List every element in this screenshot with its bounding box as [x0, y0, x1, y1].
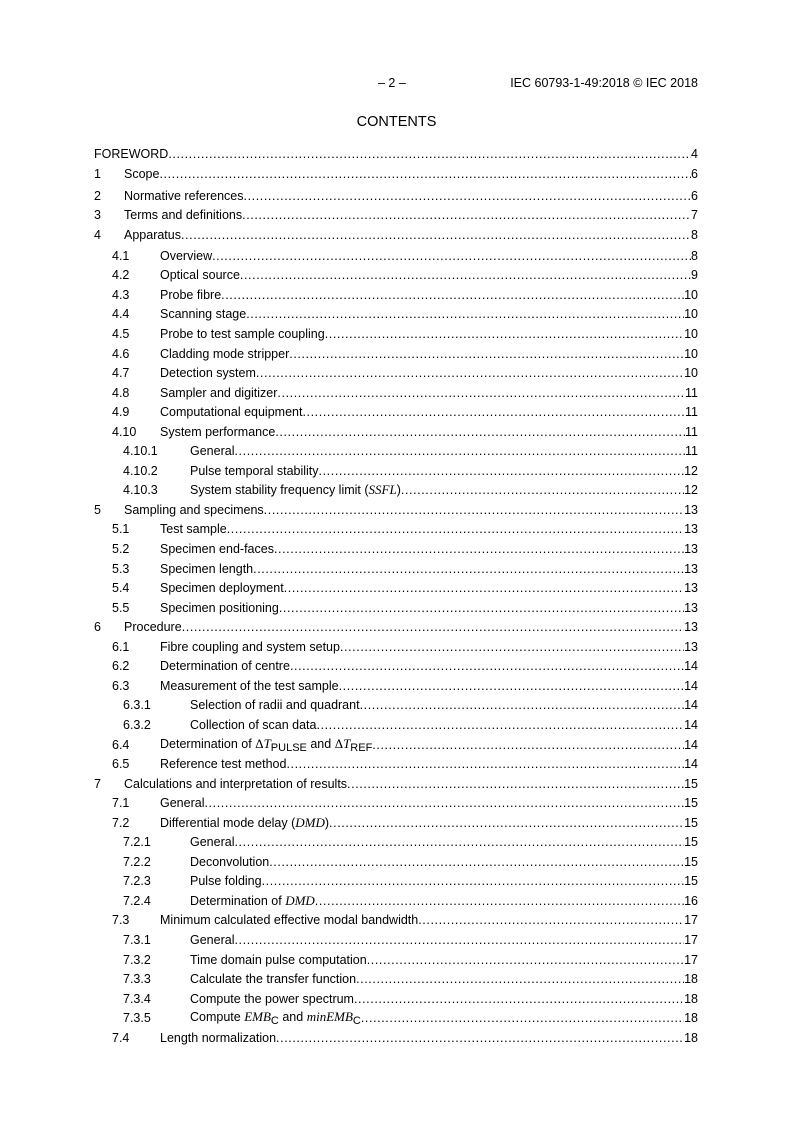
toc-title-text: Procedure: [124, 620, 182, 635]
toc-entry[interactable]: [94, 872, 698, 889]
toc-entry-number: 7.2.4: [123, 893, 151, 908]
toc-entry[interactable]: [94, 833, 698, 850]
toc-entry[interactable]: [94, 990, 698, 1007]
toc-entry[interactable]: [94, 520, 698, 537]
toc-leader-dots: [256, 366, 684, 381]
toc-title-italic: SSFL: [368, 482, 397, 498]
toc-leader-dots: [347, 777, 684, 792]
toc-title-text: System stability frequency limit (: [190, 483, 369, 498]
toc-entry-title: [124, 167, 159, 182]
toc-title-text: Specimen deployment: [160, 581, 284, 596]
toc-title-text: Scope: [124, 166, 160, 181]
toc-title-text: Pulse temporal stability: [190, 463, 319, 478]
toc-leader-dots: [319, 464, 685, 479]
toc-title-text: Calculations and interpretation of results: [124, 776, 348, 791]
toc-leader-dots: [234, 444, 685, 459]
toc-entry-page: 18: [684, 1030, 698, 1045]
toc-entry-page: 8: [691, 248, 698, 263]
toc-title-text-after: ): [396, 483, 401, 498]
toc-entry[interactable]: [94, 501, 698, 518]
toc-entry[interactable]: [94, 794, 698, 811]
toc-leader-dots: [182, 620, 684, 635]
toc-leader-dots: [277, 386, 685, 401]
toc-entry-page: 10: [684, 346, 698, 361]
toc-entry-title: [190, 855, 269, 870]
toc-entry-title: [160, 366, 256, 381]
toc-title-text: Length normalization: [160, 1030, 277, 1045]
toc-entry-title: [160, 542, 274, 557]
toc-title-text: Collection of scan data: [190, 717, 317, 732]
toc-entry-title: [124, 228, 181, 243]
toc-title-text-mid: and: [278, 1010, 307, 1025]
toc-entry-number: 4.10.1: [123, 444, 158, 459]
page-title: CONTENTS: [356, 114, 437, 130]
toc-entry[interactable]: [94, 286, 698, 303]
toc-entry-title: [160, 562, 253, 577]
toc-title-italic: DMD: [285, 892, 315, 908]
toc-entry-title: [160, 601, 279, 616]
toc-entry-page: 15: [684, 835, 698, 850]
toc-entry-number: 4.6: [112, 346, 130, 361]
toc-title-text: Deconvolution: [190, 854, 270, 869]
toc-entry[interactable]: [94, 345, 698, 362]
toc-leader-dots: [212, 249, 691, 264]
toc-entry-number: 3: [94, 208, 101, 223]
toc-title-text: Determination of: [160, 736, 256, 751]
toc-title-text: Calculate the transfer function: [190, 972, 357, 987]
toc-title-italic: DMD: [295, 814, 325, 830]
toc-leader-dots: [372, 738, 684, 753]
toc-entry-title: [160, 796, 204, 811]
toc-entry-number: 4.10: [112, 424, 137, 439]
toc-leader-dots: [234, 933, 684, 948]
toc-leader-dots: [361, 1011, 684, 1026]
toc-leader-dots: [227, 522, 684, 537]
toc-entry-title: [190, 1009, 361, 1026]
toc-entry-title: [160, 1031, 276, 1046]
toc-entry-title: [160, 249, 212, 264]
toc-title-text: Sampler and digitizer: [160, 385, 278, 400]
toc-leader-dots: [234, 835, 684, 850]
toc-title-subscript: C: [270, 1015, 279, 1028]
toc-entry[interactable]: [94, 677, 698, 694]
toc-title-text: Detection system: [160, 366, 256, 381]
toc-title-italic: T: [263, 735, 271, 751]
delta-symbol: Δ: [255, 735, 264, 751]
toc-entry-page: 15: [684, 776, 698, 791]
toc-leader-dots: [253, 562, 684, 577]
toc-entry[interactable]: [94, 462, 698, 479]
toc-title-text: Determination of centre: [160, 659, 290, 674]
toc-title-text: FOREWORD: [94, 147, 169, 161]
document-reference: IEC 60793-1-49:2018 © IEC 2018: [510, 76, 698, 90]
toc-entry-number: 5.4: [112, 581, 130, 596]
toc-leader-dots: [264, 503, 684, 518]
toc-entry-title: [190, 874, 262, 889]
toc-title-text: Cladding mode stripper: [160, 346, 290, 361]
toc-entry-number: 4.3: [112, 287, 130, 302]
toc-entry-title: [190, 464, 319, 479]
toc-entry-title: [160, 288, 221, 303]
toc-entry-page: 16: [684, 893, 698, 908]
toc-entry-number: 4.2: [112, 268, 130, 283]
toc-entry-page: 13: [684, 502, 698, 517]
toc-title-text: Compute the power spectrum: [190, 991, 354, 1006]
toc-leader-dots: [289, 347, 684, 362]
toc-leader-dots: [302, 405, 685, 420]
toc-title-text: Apparatus: [124, 227, 181, 242]
toc-entry-title: [190, 835, 234, 850]
toc-entry-number: 7.2.3: [123, 874, 151, 889]
toc-entry-page: 10: [684, 307, 698, 322]
toc-entry-number: 7.3.1: [123, 933, 151, 947]
toc-entry-page: 11: [685, 405, 698, 420]
toc-leader-dots: [367, 953, 684, 968]
toc-entry-number: 6.5: [112, 757, 130, 772]
toc-entry[interactable]: [94, 853, 698, 870]
toc-leader-dots: [279, 601, 684, 616]
toc-entry-title: [190, 933, 234, 948]
toc-entry-page: 13: [684, 620, 698, 635]
toc-entry-number: 7.3.5: [123, 1011, 151, 1026]
toc-entry[interactable]: [94, 442, 698, 459]
toc-entry[interactable]: [94, 560, 698, 577]
toc-entry[interactable]: [94, 1029, 698, 1046]
toc-entry-number: 7: [94, 776, 101, 791]
toc-entry-title: [190, 698, 360, 713]
toc-entry-title: [160, 268, 240, 283]
toc-leader-dots: [286, 757, 684, 772]
toc-entry-title: [160, 581, 284, 596]
toc-entry[interactable]: [94, 970, 698, 987]
toc-entry-number: 7.4: [112, 1030, 130, 1045]
toc-title-text: Minimum calculated effective modal bandwidth: [160, 913, 419, 928]
toc-entry-page: 14: [684, 698, 698, 713]
toc-leader-dots: [275, 425, 685, 440]
toc-entry-title: [160, 425, 275, 440]
toc-entry-title: [190, 482, 401, 498]
toc-entry-page: 13: [684, 522, 698, 537]
toc-entry[interactable]: [94, 206, 698, 223]
toc-title-text: Time domain pulse computation: [190, 952, 367, 967]
toc-title-text: Specimen end-faces: [160, 542, 274, 556]
toc-title-text: Test sample: [160, 522, 227, 537]
toc-entry-page: 12: [684, 483, 698, 498]
toc-leader-dots: [262, 874, 685, 889]
toc-title-text: Compute: [190, 1010, 245, 1025]
toc-entry-title: [124, 208, 242, 223]
toc-entry-number: 6.4: [112, 737, 130, 752]
toc-leader-dots: [339, 679, 685, 694]
toc-entry-number: 5: [94, 502, 101, 517]
toc-entry-page: 18: [684, 1011, 698, 1026]
toc-entry-page: 8: [691, 227, 698, 242]
toc-entry-title: [160, 522, 227, 537]
toc-entry-title: [190, 972, 356, 987]
toc-leader-dots: [290, 659, 684, 674]
toc-entry-number: 2: [94, 188, 101, 203]
toc-entry[interactable]: [94, 951, 698, 968]
toc-entry-title: [160, 736, 372, 753]
toc-title-text: Probe fibre: [160, 287, 222, 302]
toc-entry-title: [190, 444, 234, 459]
delta-symbol: Δ: [334, 735, 344, 751]
toc-entry-page: 18: [684, 991, 698, 1006]
toc-entry-title: [160, 640, 340, 655]
toc-leader-dots: [340, 640, 684, 655]
toc-title-italic: EMB: [244, 1009, 271, 1025]
toc-entry-title: [160, 757, 286, 772]
toc-entry-number: 7.3.4: [123, 991, 151, 1006]
toc-title-text: Probe to test sample coupling: [160, 326, 325, 341]
toc-entry-page: 15: [684, 854, 698, 869]
toc-entry-page: 15: [684, 815, 698, 830]
toc-title-italic: T: [343, 735, 351, 751]
toc-entry-page: 7: [691, 208, 698, 223]
toc-entry-page: 4: [691, 147, 698, 161]
toc-entry[interactable]: [94, 364, 698, 381]
toc-title-italic: minEMB: [306, 1009, 353, 1025]
toc-title-text: Pulse folding: [190, 874, 262, 889]
toc-leader-dots: [244, 189, 692, 204]
toc-entry-number: 6.2: [112, 659, 130, 674]
toc-title-text: Optical source: [160, 268, 240, 283]
toc-entry-title: [190, 992, 354, 1007]
toc-entry[interactable]: [94, 540, 698, 557]
toc-entry-number: 4.10.3: [123, 483, 158, 498]
toc-entry-title: [160, 327, 325, 342]
toc-entry[interactable]: [94, 618, 698, 635]
toc-entry-title: [94, 147, 168, 162]
toc-entry-page: 17: [684, 952, 698, 967]
toc-entry-number: 7.3.3: [123, 972, 151, 987]
toc-entry[interactable]: [94, 931, 698, 948]
toc-entry-page: 11: [685, 444, 698, 459]
toc-leader-dots: [316, 718, 684, 733]
toc-entry-page: 12: [684, 463, 698, 478]
toc-entry-page: 9: [691, 268, 698, 283]
toc-entry[interactable]: [94, 481, 698, 498]
toc-title-text: General: [160, 796, 205, 811]
toc-title-text: Reference test method: [160, 757, 287, 772]
toc-entry[interactable]: [94, 266, 698, 283]
toc-leader-dots: [246, 307, 684, 322]
toc-leader-dots: [181, 228, 691, 243]
toc-entry[interactable]: [94, 755, 698, 772]
toc-entry-number: 6: [94, 620, 101, 635]
toc-entry-page: 14: [684, 659, 698, 674]
toc-entry-title: [190, 953, 367, 968]
toc-leader-dots: [315, 894, 684, 909]
toc-title-text: Measurement of the test sample: [160, 678, 339, 693]
toc-leader-dots: [325, 327, 684, 342]
toc-entry-title: [124, 189, 244, 204]
toc-entry-number: 4.4: [112, 307, 130, 322]
toc-entry[interactable]: [94, 638, 698, 655]
toc-entry-title: [160, 307, 246, 322]
toc-entry-number: 4: [94, 227, 101, 242]
toc-entry-page: 15: [684, 796, 698, 811]
toc-entry-number: 6.3.1: [123, 698, 151, 713]
toc-entry-title: [160, 405, 302, 420]
toc-leader-dots: [168, 147, 691, 162]
toc-entry-title: [160, 386, 277, 401]
toc-entry[interactable]: [94, 911, 698, 928]
toc-entry-number: 4.1: [112, 248, 130, 263]
toc-entry-number: 4.5: [112, 326, 130, 341]
toc-leader-dots: [329, 816, 684, 831]
toc-entry-number: 5.5: [112, 600, 130, 615]
toc-title-text: Terms and definitions: [124, 208, 243, 223]
toc-title-text: Scanning stage: [160, 307, 247, 322]
toc-entry-number: 7.2.1: [123, 835, 151, 850]
toc-entry-page: 10: [684, 326, 698, 341]
toc-entry-number: 4.7: [112, 366, 130, 381]
toc-entry-page: 17: [684, 933, 698, 947]
toc-entry-number: 4.8: [112, 385, 130, 400]
toc-entry[interactable]: [94, 247, 698, 264]
toc-title-text: General: [190, 933, 235, 947]
toc-entry[interactable]: [94, 579, 698, 596]
toc-entry-number: 6.3.2: [123, 717, 151, 732]
toc-leader-dots: [269, 855, 684, 870]
toc-title-text-mid: and: [306, 736, 335, 751]
toc-leader-dots: [159, 167, 691, 182]
toc-title-subscript: PULSE: [270, 741, 307, 754]
toc-title-text: Differential mode delay (: [160, 815, 296, 830]
toc-entry[interactable]: [94, 892, 698, 909]
toc-entry-number: 7.2.2: [123, 854, 151, 869]
toc-leader-dots: [401, 483, 684, 498]
toc-title-text-after: ): [324, 815, 330, 830]
toc-entry-number: 6.1: [112, 639, 130, 654]
toc-entry-title: [124, 620, 182, 635]
toc-leader-dots: [360, 698, 685, 713]
toc-entry-title: [190, 893, 315, 909]
toc-title-text: General: [190, 835, 235, 850]
toc-entry-title: [160, 659, 290, 674]
toc-entry-title: [190, 718, 316, 733]
toc-entry-page: 14: [684, 678, 698, 693]
toc-entry[interactable]: [94, 716, 698, 733]
toc-leader-dots: [354, 992, 684, 1007]
toc-title-text: Fibre coupling and system setup: [160, 639, 340, 654]
toc-entry-number: 7.2: [112, 815, 130, 830]
toc-title-text: Specimen length: [160, 561, 254, 576]
toc-leader-dots: [242, 208, 691, 223]
toc-entry-page: 14: [684, 737, 698, 752]
toc-title-text: Computational equipment: [160, 405, 303, 420]
toc-entry-title: [124, 777, 347, 792]
toc-leader-dots: [356, 972, 684, 987]
toc-entry-number: 4.10.2: [123, 463, 158, 478]
toc-entry-page: 13: [684, 639, 698, 654]
toc-title-text: Selection of radii and quadrant: [190, 698, 360, 713]
toc-leader-dots: [240, 268, 691, 283]
toc-entry[interactable]: [94, 736, 698, 753]
toc-entry-page: 11: [685, 385, 698, 400]
toc-entry[interactable]: [94, 696, 698, 713]
toc-entry-page: 13: [684, 581, 698, 596]
toc-entry-page: 13: [684, 542, 698, 556]
toc-leader-dots: [204, 796, 684, 811]
toc-entry-page: 18: [684, 972, 698, 987]
toc-entry-title: [160, 913, 418, 928]
toc-entry[interactable]: [94, 423, 698, 440]
toc-entry[interactable]: [94, 165, 698, 182]
toc-entry-number: 5.3: [112, 561, 130, 576]
toc-entry-page: 15: [684, 874, 698, 889]
toc-title-subscript: REF: [350, 741, 373, 754]
toc-entry-page: 10: [684, 366, 698, 381]
toc-leader-dots: [221, 288, 684, 303]
toc-title-text: System performance: [160, 424, 276, 439]
toc-entry-number: 7.3: [112, 913, 130, 928]
toc-entry[interactable]: [94, 1009, 698, 1026]
toc-title-text: Normative references: [124, 188, 244, 203]
toc-entry-page: 14: [684, 717, 698, 732]
toc-entry[interactable]: [94, 814, 698, 831]
toc-title-text: Overview: [160, 248, 213, 263]
toc-entry-title: [160, 347, 289, 362]
toc-title-subscript: C: [352, 1015, 361, 1028]
toc-entry-page: 14: [684, 757, 698, 772]
toc-entry-page: 6: [691, 188, 698, 203]
toc-leader-dots: [274, 542, 684, 557]
toc-entry[interactable]: [94, 325, 698, 342]
toc-entry-page: 13: [684, 561, 698, 576]
toc-entry-page: 17: [684, 913, 698, 928]
toc-entry-title: [160, 815, 329, 831]
toc-entry[interactable]: [94, 599, 698, 616]
toc-entry-page: 11: [685, 424, 698, 439]
toc-title-text: General: [190, 444, 235, 459]
toc-leader-dots: [284, 581, 684, 596]
toc-entry-title: [160, 679, 339, 694]
toc-entry[interactable]: [94, 187, 698, 204]
toc-entry[interactable]: [94, 145, 698, 162]
toc-entry-number: 6.3: [112, 678, 130, 693]
toc-entry[interactable]: [94, 775, 698, 792]
toc-entry[interactable]: [94, 305, 698, 322]
toc-leader-dots: [276, 1031, 684, 1046]
toc-entry[interactable]: [94, 384, 698, 401]
toc-entry-page: 10: [684, 287, 698, 302]
toc-title-text: Determination of: [190, 893, 286, 908]
toc-entry-page: 13: [684, 600, 698, 615]
toc-entry-page: 6: [691, 166, 698, 181]
toc-entry-number: 4.9: [112, 405, 130, 420]
toc-title-text: Specimen positioning: [160, 600, 279, 615]
toc-entry-title: [124, 503, 264, 518]
toc-leader-dots: [418, 913, 684, 928]
toc-entry-number: 5.1: [112, 522, 130, 537]
toc-entry-number: 7.1: [112, 796, 130, 811]
toc-title-text: Sampling and specimens: [124, 502, 264, 517]
toc-entry[interactable]: [94, 226, 698, 243]
toc-entry-number: 1: [94, 166, 101, 181]
toc-entry[interactable]: [94, 657, 698, 674]
toc-entry[interactable]: [94, 403, 698, 420]
toc-entry-number: 5.2: [112, 542, 130, 556]
page-number: – 2 –: [378, 76, 406, 90]
toc-entry-number: 7.3.2: [123, 952, 151, 967]
